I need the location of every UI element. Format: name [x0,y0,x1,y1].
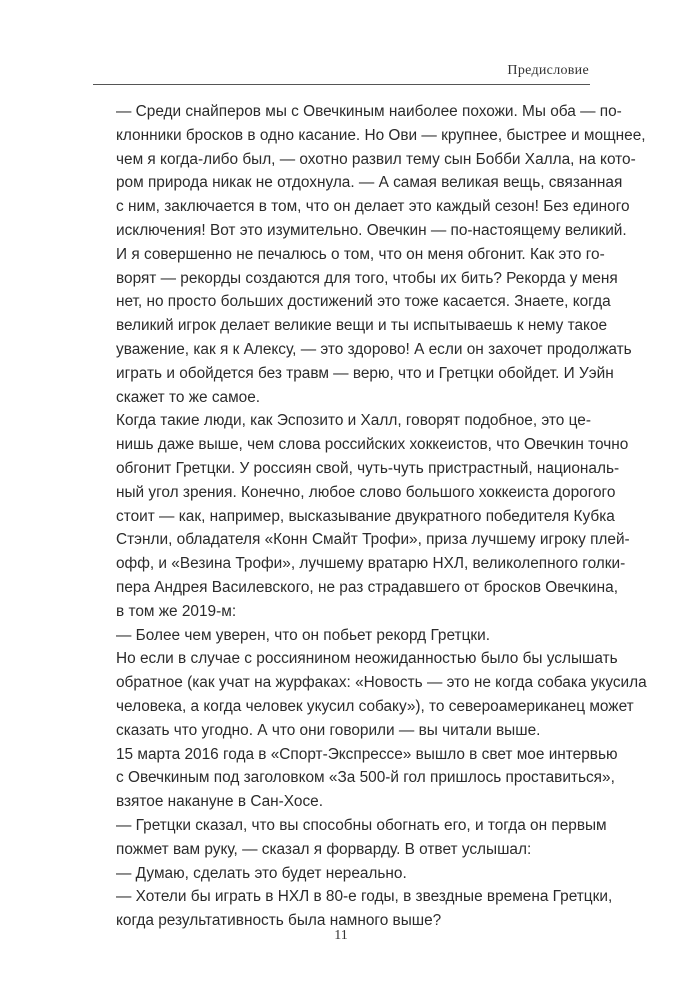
text-line: с Овечкиным под заголовком «За 500-й гол пришлось проставиться», [116,769,615,787]
text-line: ный угол зрения. Конечно, любое слово большого хоккеиста дорогого [116,483,616,501]
text-line: пера Андрея Василевского, не раз страдавшего от бросков Овечкина, [116,578,618,596]
text-line: 15 марта 2016 года в «Спорт-Экспрессе» вышло в свет мое интервью [116,745,618,763]
page-number: 11 [334,928,348,943]
text-line: — Среди снайперов мы с Овечкиным наиболее похожи. Мы оба — по- [116,103,622,120]
paragraph [93,862,590,886]
text-line: Стэнли, обладателя «Конн Смайт Трофи», приза лучшему игроку плей- [116,531,630,549]
text-line: стоит — как, например, высказывание двукратного победителя Кубка [116,507,615,525]
paragraph [93,814,607,862]
paragraph [93,100,646,409]
text-line: — Думаю, сделать это будет нереально. [116,864,407,882]
text-line: скажет то же самое. [116,388,261,406]
header-rule [93,84,590,85]
text-line: с ним, заключается в том, что он делает это каждый сезон! Без единого [116,198,630,216]
text-line: Но если в случае с россиянином неожиданностью было бы услышать [116,650,618,668]
text-line: когда результативность была намного выше? [116,912,442,930]
body-text [93,100,647,933]
text-line: великий игрок делает великие вещи и ты испытываешь к нему такое [116,317,608,335]
text-line: исключения! Вот это изумительно. Овечкин — по-настоящему великий. [116,221,627,239]
text-line: нет, но просто больших достижений это тоже касается. Знаете, когда [116,293,611,311]
text-line: ворят — рекорды создаются для того, чтобы их бить? Рекорда у меня [116,269,618,287]
text-line: офф, и «Везина Трофи», лучшему вратарю НХЛ, великолепного голки- [116,555,626,573]
text-line: взятое накануне в Сан-Хосе. [116,793,323,811]
text-line: обгонит Гретцки. У россиян свой, чуть-чуть пристрастный, националь- [116,459,620,477]
paragraph [93,743,618,814]
text-line: в том же 2019-м: [116,602,237,620]
paragraph [93,885,613,933]
text-line: клонники бросков в одно касание. Но Ови — крупнее, быстрее и мощнее, [116,126,646,144]
text-line: сказать что угодно. А что они говорили — вы читали выше. [116,721,541,739]
paragraph [93,409,630,623]
text-line: играть и обойдется без травм — верю, что и Гретцки обойдет. И Уэйн [116,364,614,382]
text-line: уважение, как я к Алексу, — это здорово! А если он захочет продолжать [116,340,632,358]
text-line: Когда такие люди, как Эспозито и Халл, говорят подобное, это це- [116,412,591,430]
text-line: ром природа никак не отдохнула. — А самая великая вещь, связанная [116,174,623,192]
text-line: обратное (как учат на журфаках: «Новость — это не когда собака укусила [116,674,647,692]
text-line: — Более чем уверен, что он побьет рекорд Гретцки. [116,626,490,644]
paragraph [93,647,647,742]
text-line: И я совершенно не печалюсь о том, что он меня обгонит. Как это го- [116,245,605,263]
paragraph [93,624,590,648]
text-line: нишь даже выше, чем слова российских хоккеистов, что Овечкин точно [116,436,629,454]
text-line: — Хотели бы играть в НХЛ в 80-е годы, в звездные времена Гретцки, [116,888,613,906]
text-line: пожмет вам руку, — сказал я форварду. В ответ услышал: [116,840,532,858]
running-head: Предисловие [507,63,589,78]
text-line: — Гретцки сказал, что вы способны обогнать его, и тогда он первым [116,816,607,834]
text-line: человека, а когда человек укусил собаку»), то североамериканец может [116,697,634,715]
text-line: чем я когда-либо был, — охотно развил тему сын Бобби Халла, на кото- [116,150,636,168]
